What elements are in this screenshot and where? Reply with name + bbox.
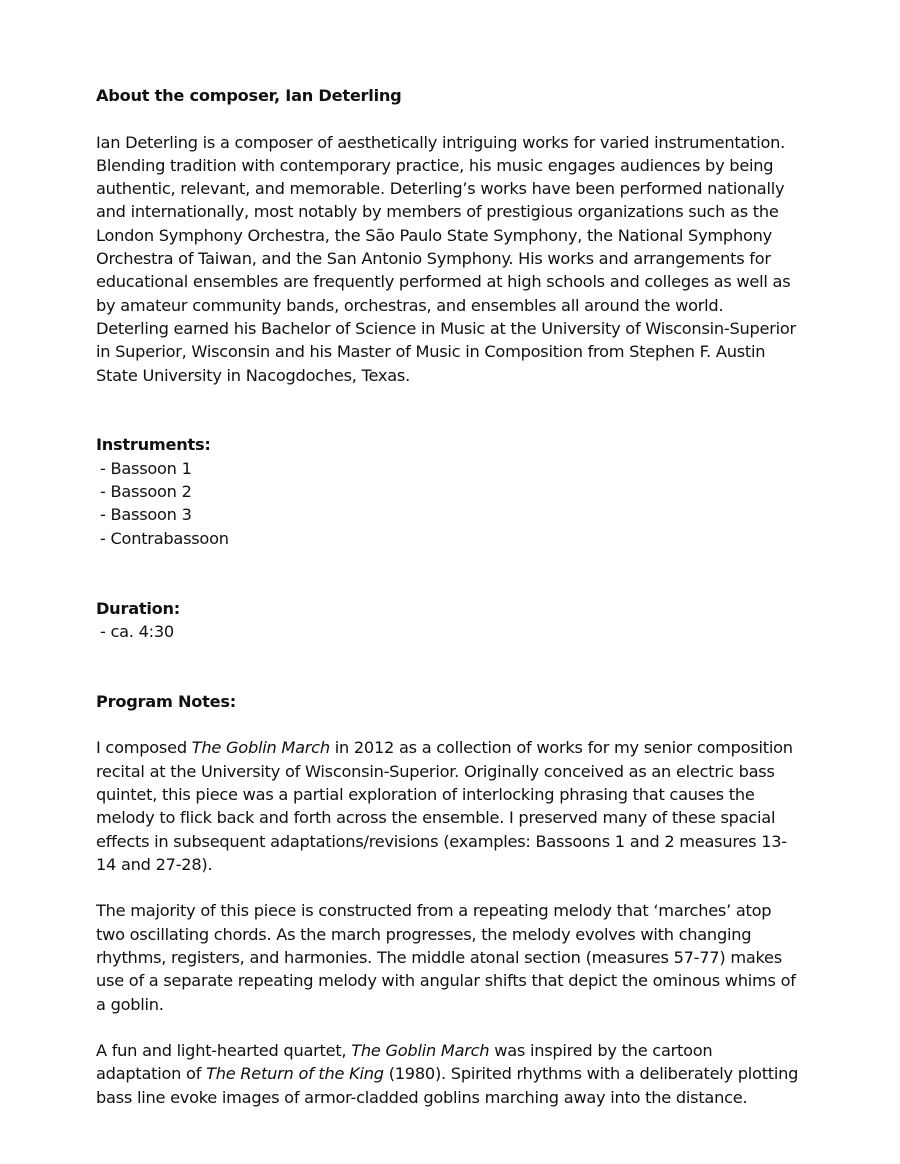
duration-list	[96, 620, 800, 643]
instruments-list	[96, 457, 800, 550]
text-run: in 2012 as a collection of works for my senior composition recital at the University of Wisconsin-Superior. Originally conceived as an electric bass quintet, this piece was a partial exploration of interlocking phrasing that causes the melody to flick back and forth across the ensemble. I preserved many of these spacial effects in subsequent adaptations/revisions (examples: Bassoons 1 and 2 measures 13-14 and 27-28).	[96, 738, 793, 874]
text-run: was inspired by the cartoon adaptation of	[96, 1041, 713, 1084]
duration-value: - ca. 4:30	[100, 621, 174, 641]
instrument-item: - Bassoon 3	[100, 505, 192, 525]
instrument-item: - Bassoon 2	[100, 482, 192, 502]
text-run: A fun and light-hearted quartet,	[96, 1041, 352, 1061]
program-notes-heading: Program Notes:	[96, 691, 236, 711]
program-notes-paragraph-3	[96, 1039, 800, 1109]
composer-bio: Ian Deterling is a composer of aesthetically intriguing works for varied instrumentation. Blending tradition with contemporary practice, his music engages audiences by being authentic, relevant, and memorable. Deterling’s works have been performed nationally and internationally, most notably by members of prestigious organizations such as the London Symphony Orchestra, the São Paulo State Symphony, the National Symphony Orchestra of Taiwan, and the San Antonio Symphony. His works and arrangements for educational ensembles are frequently performed at high schools and colleges as well as by amateur community bands, orchestras, and ensembles all around the world. Deterling earned his Bachelor of Science in Music at the University of Wisconsin-Superior in Superior, Wisconsin and his Master of Music in Composition from Stephen F. Austin State University in Nacogdoches, Texas.	[96, 132, 796, 385]
text-run: I composed	[96, 738, 192, 758]
instruments-heading: Instruments:	[96, 435, 211, 455]
work-title: The Goblin March	[191, 738, 330, 758]
text-run: (1980). Spirited rhythms with a deliberately plotting bass line evoke images of armor-cladded goblins marching away into the distance.	[96, 1064, 799, 1107]
about-heading: About the composer, Ian Deterling	[96, 86, 402, 105]
instrument-item: - Bassoon 1	[100, 458, 192, 478]
film-title: The Return of the King	[206, 1064, 384, 1084]
program-notes-paragraph-2: The majority of this piece is constructed from a repeating melody that ‘marches’ atop two oscillating chords. As the march progresses, the melody evolves with changing rhythms, registers, and harmonies. The middle atonal section (measures 57-77) makes use of a separate repeating melody with angular shifts that depict the ominous whims of a goblin.	[96, 901, 796, 1014]
program-notes-paragraph-1	[96, 736, 800, 876]
duration-heading: Duration:	[96, 598, 181, 618]
instrument-item: - Contrabassoon	[100, 528, 229, 548]
work-title: The Goblin March	[351, 1041, 490, 1061]
